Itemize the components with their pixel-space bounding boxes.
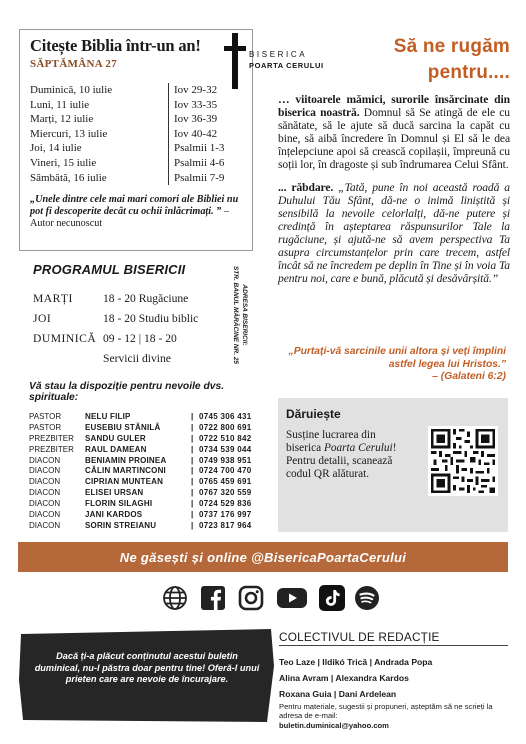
pray-title (394, 34, 510, 86)
reading-schedule (30, 83, 244, 185)
contact-row (29, 521, 252, 532)
contact-name: NELU FILIP (85, 412, 131, 421)
contact-phone[interactable]: 0722 510 842 (199, 433, 252, 443)
contacts-list (29, 412, 252, 532)
contact-phone[interactable]: 0749 938 951 (199, 455, 252, 465)
contact-role: DIACON (29, 477, 61, 487)
contact-separator: | (191, 466, 194, 476)
contact-name: BENIAMIN PROINEA (85, 455, 167, 465)
church-address (226, 262, 254, 374)
program-schedule (33, 289, 198, 369)
contact-separator: | (191, 520, 194, 530)
contact-separator: | (191, 510, 194, 520)
facebook-icon[interactable] (200, 585, 226, 611)
contact-row (29, 510, 252, 521)
contact-separator: | (191, 477, 194, 487)
contact-role: DIACON (29, 455, 61, 465)
youtube-icon[interactable] (276, 585, 308, 611)
contact-phone[interactable]: 0723 817 964 (199, 520, 252, 530)
contact-role: PASTOR (29, 412, 62, 421)
editorial-email-link[interactable]: buletin.duminical@yahoo.com (279, 720, 389, 730)
program-time: 18 - 20 Studiu biblic (103, 312, 199, 325)
prayer-heading: ... răbdare. (278, 181, 334, 195)
spotify-icon-graphic (354, 585, 380, 611)
contact-name: EUSEBIU STĂNILĂ (85, 422, 161, 432)
web-icon-graphic (162, 585, 188, 611)
reading-day: Luni, 11 iulie (30, 98, 90, 111)
contact-row (29, 477, 252, 488)
contact-phone[interactable]: 0724 529 836 (199, 499, 252, 509)
reading-week: SĂPTĂMÂNA 27 (30, 58, 118, 70)
contact-phone[interactable]: 0724 700 470 (199, 466, 252, 476)
contact-phone[interactable]: 0722 800 691 (199, 422, 252, 432)
church-logo (221, 33, 324, 89)
contact-role: PASTOR (29, 422, 62, 432)
spotify-icon[interactable] (354, 585, 380, 611)
prayer-body: Domnul să Se atingă de ele cu sănătate, să le ajute să ducă sarcina la capăt cu bine, să aibă încredere în Domnul și El să le dea înțelepciune apoi să crească copilașii, împreună cu soții lor, în dragoste și sub îndrumarea Celui Sfânt. (278, 105, 510, 171)
contact-role: DIACON (29, 488, 61, 498)
contact-name: RAUL DAMEAN (85, 444, 147, 454)
contact-name: ELISEI URSAN (85, 488, 144, 498)
editorial-note-text: Pentru materiale, sugestii și propuneri, așteptăm să ne scrieți la adresa de e-mail: (279, 702, 493, 721)
contact-row (29, 434, 252, 445)
contact-role: DIACON (29, 499, 61, 509)
contact-name: SORIN STREIANU (85, 520, 157, 530)
contact-role: PREZBITER (29, 433, 74, 443)
editorial-note (279, 702, 509, 730)
prayer-paragraph-mothers (278, 94, 510, 171)
cross-icon (232, 33, 238, 89)
social-icons (162, 585, 382, 613)
share-note (19, 628, 275, 723)
contact-role: DIACON (29, 466, 61, 476)
reading-title: Citește Biblia într-un an! (30, 36, 201, 55)
reading-ref: Iov 33-35 (174, 98, 218, 111)
program-day: JOI (33, 312, 52, 325)
editorial-names-line: Teo Laze | Ildikó Trică | Andrada Popa (279, 657, 433, 667)
contact-separator: | (191, 422, 194, 432)
donate-title: Dăruiește (286, 407, 341, 421)
reading-quote (30, 194, 244, 230)
contact-separator: | (191, 412, 194, 421)
reading-refs (168, 83, 238, 185)
contact-separator: | (191, 444, 194, 454)
editorial-title: COLECTIVUL DE REDACȚIE (279, 630, 440, 644)
contact-row (29, 466, 252, 477)
tiktok-icon-graphic (319, 585, 345, 611)
prayer-text (278, 94, 510, 297)
contact-row (29, 445, 252, 456)
reading-days (30, 83, 168, 185)
contact-role: DIACON (29, 510, 61, 520)
program-title: PROGRAMUL BISERICII (33, 262, 186, 277)
qr-code-graphic (428, 426, 498, 496)
editorial-names-line: Roxana Guia | Dani Ardelean (279, 689, 397, 699)
reading-day: Marți, 12 iulie (30, 113, 94, 126)
editorial-names (279, 654, 432, 702)
contact-name: JANI KARDOS (85, 510, 143, 520)
cross-icon-bar (224, 46, 246, 51)
prayer-paragraph-patience (278, 182, 510, 285)
verse-ref: – (Galateni 6:2) (432, 371, 506, 383)
youtube-icon-graphic (276, 586, 308, 610)
contact-name: FLORIN SILAGHI (85, 499, 153, 509)
contact-phone[interactable]: 0745 306 431 (199, 412, 252, 421)
reading-ref: Psalmii 7-9 (174, 171, 225, 184)
prayer-body: „Tată, pune în noi această roadă a Duhului Tău Sfânt, dă-ne o inimă liniștită și sensibilă la nevoile celorlalți, dă-ne putere și credință în așteptarea răspunsurilor Tale la rugăciune, și ajută-ne să avem perspectiva Ta asupra circumstanțelor prin care trecem, astfel încât să ne încredem pe deplin în Tine și în voia Ta pentru noi, care e bună, plăcută și desăvârșită.” (278, 181, 511, 285)
contact-name: CIPRIAN MUNTEAN (85, 477, 164, 487)
donate-box (278, 398, 508, 532)
reading-day: Duminică, 10 iulie (30, 84, 113, 96)
contact-separator: | (191, 433, 194, 443)
prayer-heading: … viitoarele mămici, surorile însărcinate din biserica noastră. (278, 93, 510, 119)
pray-title-line1: Să ne rugăm (393, 36, 510, 57)
program-day: DUMINICĂ (33, 332, 97, 345)
program-day: MARȚI (33, 292, 73, 305)
contact-row (29, 499, 252, 510)
contact-row (29, 456, 252, 467)
web-icon[interactable] (162, 585, 188, 611)
reading-ref: Psalmii 1-3 (174, 142, 225, 155)
program-time: 18 - 20 Rugăciune (103, 292, 189, 305)
quote-author: – Autor necunoscut (30, 206, 229, 230)
donate-church-name: Poarta Cerului (323, 442, 393, 454)
reading-ref: Psalmii 4-6 (174, 156, 225, 169)
quote-text: „Unele dintre cele mai mari comori ale Bibliei nu pot fi descoperite decât cu ochii înlăcrimați. ” (30, 194, 239, 218)
editorial-divider (279, 645, 508, 646)
tiktok-icon[interactable] (319, 585, 345, 611)
address-line2: STR. BANUL MĂRĂCINE NR. 25 (232, 265, 239, 365)
address-text (231, 259, 249, 371)
contact-role: DIACON (29, 520, 61, 530)
share-note-text: Dacă ți-a plăcut conținutul acestui buletin duminical, nu-l păstra doar pentru tine! Oferă-l unui prieten care are nevoie de încurajare. (34, 651, 260, 685)
verse-text: „Purtați-vă sarcinile unii altora și veți împlini astfel legea lui Hristos.” (288, 346, 506, 370)
instagram-icon-graphic (238, 585, 264, 611)
reading-day: Miercuri, 13 iulie (30, 127, 108, 140)
contact-row (29, 488, 252, 499)
contact-separator: | (191, 455, 194, 465)
program-extra: Servicii divine (103, 352, 171, 365)
contact-name: CĂLIN MARTINCONI (85, 466, 166, 476)
program-row (33, 289, 198, 309)
contacts-title: Vă stau la dispoziție pentru nevoile dvs. spirituale: (29, 381, 225, 403)
contact-row (29, 423, 252, 434)
donate-text-after: ! Pentru detalii, scanează codul QR alăturat. (286, 442, 397, 480)
contact-separator: | (191, 499, 194, 509)
reading-day: Vineri, 15 iulie (30, 156, 97, 169)
online-banner[interactable]: Ne găsești și online @BisericaPoartaCerului (18, 542, 508, 572)
address-line1: ADRESA BISERICII: (241, 284, 248, 346)
pray-title-line2: pentru.... (427, 62, 510, 83)
reading-day: Joi, 14 iulie (30, 142, 82, 155)
contact-phone[interactable]: 0737 176 997 (199, 510, 252, 520)
contact-row (29, 412, 252, 423)
reading-ref: Iov 29-32 (174, 84, 218, 96)
donate-text-before: Susține lucrarea din biserica (286, 429, 376, 454)
logo-line1: BISERICA (249, 50, 308, 59)
contact-name: SANDU GULER (85, 433, 146, 443)
facebook-icon-graphic (200, 585, 226, 611)
contact-role: PREZBITER (29, 444, 74, 454)
reading-ref: Iov 40-42 (174, 127, 218, 140)
contact-phone[interactable]: 0767 320 559 (199, 488, 252, 498)
logo-line2: POARTA CERULUI (249, 61, 324, 70)
qr-code-icon[interactable] (428, 426, 498, 496)
program-row (33, 329, 198, 349)
contact-separator: | (191, 488, 194, 498)
program-time: 09 - 12 | 18 - 20 (103, 332, 177, 345)
editorial-names-line: Alina Avram | Alexandra Kardos (279, 673, 409, 683)
reading-day: Sâmbătă, 16 iulie (30, 171, 107, 184)
program-row (33, 309, 198, 329)
instagram-icon[interactable] (238, 585, 264, 611)
reading-ref: Iov 36-39 (174, 113, 218, 126)
contact-phone[interactable]: 0765 459 691 (199, 477, 252, 487)
donate-text (286, 429, 406, 481)
contact-phone[interactable]: 0734 539 044 (199, 444, 252, 454)
bible-reading-box (19, 29, 253, 251)
bible-verse (280, 346, 506, 384)
